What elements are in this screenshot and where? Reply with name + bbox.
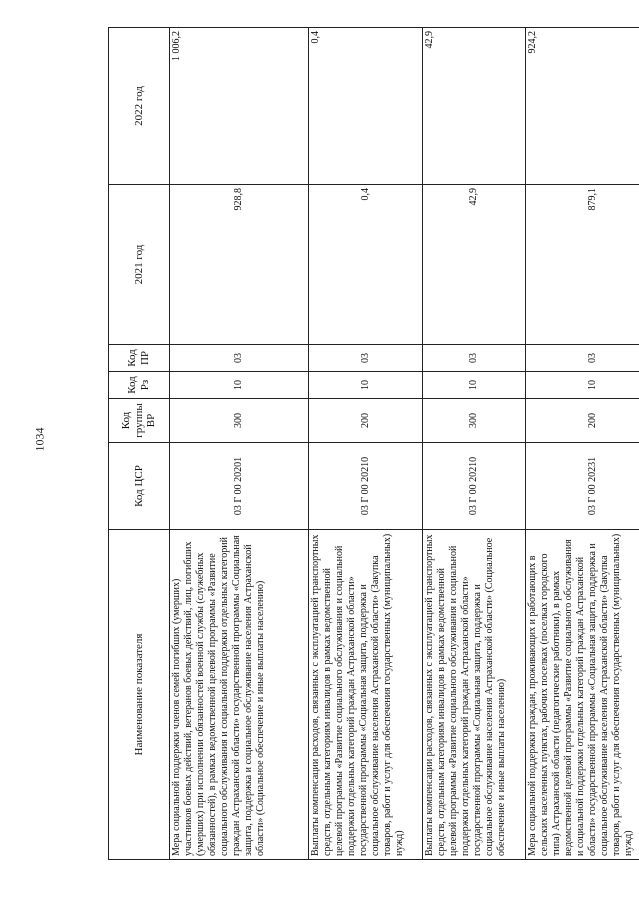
- row-name: Выплаты компенсации расходов, связанных с эксплуатацией транспортных средств, отдельным категориям инвалидов в рамках ведомственной целевой программы «Развитие социального обслуживания и социальной поддержки отдельных категорий граждан Астраханской области» государственной программы «Социальная защита, поддержка и социальное обслуживание населения Астраханской области» (Закупка товаров, работ и услуг для обеспечения государственных (муниципальных) нужд): [309, 530, 423, 860]
- row-rz: 10: [309, 372, 423, 399]
- header-rz: Код Рз: [109, 372, 170, 399]
- row-2022: 42,9: [423, 28, 526, 185]
- header-name: Наименование показателя: [109, 530, 170, 860]
- row-pr: 03: [526, 345, 639, 372]
- row-rz: 10: [170, 372, 309, 399]
- header-vr: Код группы ВР: [109, 399, 170, 443]
- row-name: Мера социальной поддержки членов семей погибших (умерших) участников боевых действий, ветеранов боевых действий, лиц, погибших (умерших) при исполнении обязанностей военной службы (служебных обязанностей), в рамках ведомственной целевой программы «Развитие социального обслуживания и социальной поддержки отдельных категорий граждан Астраханской области» государственной программы «Социальная защита, поддержка и социальное обслуживание населения Астраханской области» (Социальное обеспечение и иные выплаты населению): [170, 530, 309, 860]
- table-row: [423, 28, 526, 860]
- row-vr: 300: [170, 399, 309, 443]
- row-2022: 0,4: [309, 28, 423, 185]
- header-2022: 2022 год: [109, 28, 170, 185]
- row-2021: 928,8: [170, 185, 309, 345]
- header-2021: 2021 год: [109, 185, 170, 345]
- row-2021: 42,9: [423, 185, 526, 345]
- row-2021: 0,4: [309, 185, 423, 345]
- row-rz: 10: [526, 372, 639, 399]
- row-csr: 03 Г 00 20231: [526, 443, 639, 530]
- row-csr: 03 Г 00 20210: [309, 443, 423, 530]
- row-rz: 10: [423, 372, 526, 399]
- row-pr: 03: [309, 345, 423, 372]
- table-row: [170, 28, 309, 860]
- budget-table: [108, 27, 639, 860]
- row-2022: 924,2: [526, 28, 639, 185]
- row-csr: 03 Г 00 20210: [423, 443, 526, 530]
- row-pr: 03: [170, 345, 309, 372]
- table-row: [309, 28, 423, 860]
- row-vr: 200: [526, 399, 639, 443]
- header-pr: Код ПР: [109, 345, 170, 372]
- row-2022: 1 006,2: [170, 28, 309, 185]
- header-csr: Код ЦСР: [109, 443, 170, 530]
- row-csr: 03 Г 00 20201: [170, 443, 309, 530]
- row-vr: 200: [309, 399, 423, 443]
- table-row: [526, 28, 639, 860]
- row-vr: 300: [423, 399, 526, 443]
- row-name: Выплаты компенсации расходов, связанных с эксплуатацией транспортных средств, отдельным категориям инвалидов в рамках ведомственной целевой программы «Развитие социального обслуживания и социальной поддержки отдельных категорий граждан Астраханской области» государственной программы «Социальная защита, поддержка и социальное обслуживание населения Астраханской области» (Социальное обеспечение и иные выплаты населению): [423, 530, 526, 860]
- row-pr: 03: [423, 345, 526, 372]
- header-row: [109, 28, 170, 860]
- page-number: 1034: [32, 427, 47, 452]
- row-2021: 879,1: [526, 185, 639, 345]
- row-name: Мера социальной поддержки граждан, проживающих и работающих в сельских населенных пунктах, рабочих поселках (поселках городского типа) Астраханской области (педагогические работники), в рамках ведомственной целевой программы «Развитие социального обслуживания и социальной поддержки отдельных категорий граждан Астраханской области» государственной программы «Социальная защита, поддержка и социальное обслуживание населения Астраханской области» (Закупка товаров, работ и услуг для обеспечения государственных (муниципальных) нужд): [526, 530, 639, 860]
